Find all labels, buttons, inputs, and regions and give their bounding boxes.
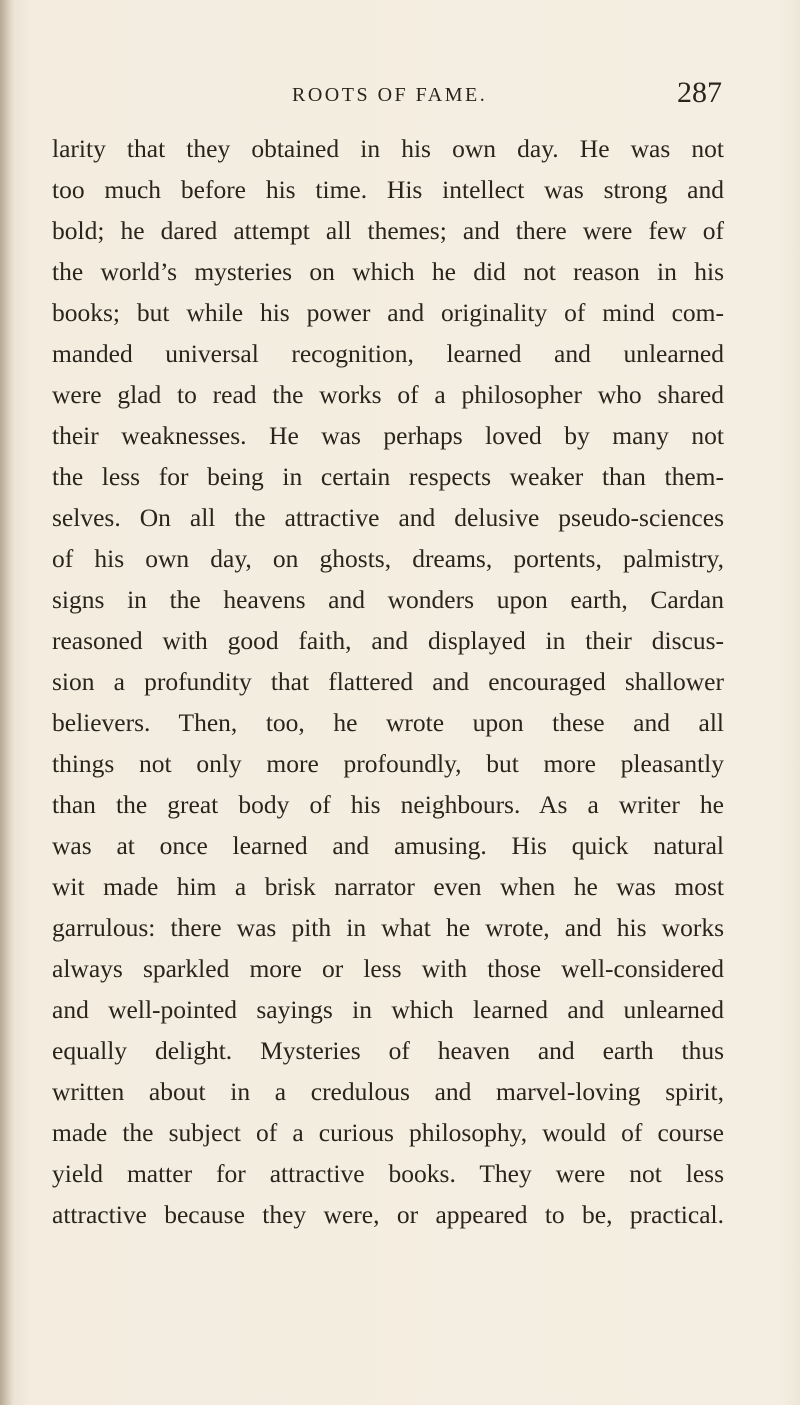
text-line: their weaknesses. He was perhaps loved by many not xyxy=(52,421,724,450)
text-line: garrulous: there was pith in what he wrote, and his works xyxy=(52,913,724,942)
text-line: attractive because they were, or appeared to be, practical. xyxy=(52,1200,724,1229)
text-line: the less for being in certain respects weaker than them- xyxy=(52,462,724,491)
text-line: made the subject of a curious philosophy, would of course xyxy=(52,1118,724,1147)
text-line: and well-pointed sayings in which learned and unlearned xyxy=(52,995,724,1024)
text-line: sion a profundity that flattered and encouraged shallower xyxy=(52,667,724,696)
running-head xyxy=(292,76,722,116)
text-line: the world’s mysteries on which he did not reason in his xyxy=(52,257,724,286)
page-number: 287 xyxy=(677,76,722,109)
text-line: was at once learned and amusing. His quick natural xyxy=(52,831,724,860)
text-line: equally delight. Mysteries of heaven and earth thus xyxy=(52,1036,724,1065)
text-line: larity that they obtained in his own day. He was not xyxy=(52,134,724,163)
text-line: too much before his time. His intellect was strong and xyxy=(52,175,724,204)
text-line: reasoned with good faith, and displayed in their discus- xyxy=(52,626,724,655)
body-text xyxy=(52,128,724,1235)
text-line: selves. On all the attractive and delusive pseudo-sciences xyxy=(52,503,724,532)
text-line: books; but while his power and originality of mind com- xyxy=(52,298,724,327)
text-line: yield matter for attractive books. They were not less xyxy=(52,1159,724,1188)
text-line: always sparkled more or less with those well-considered xyxy=(52,954,724,983)
gutter-shadow xyxy=(0,0,14,1405)
text-line: manded universal recognition, learned and unlearned xyxy=(52,339,724,368)
text-line: of his own day, on ghosts, dreams, portents, palmistry, xyxy=(52,544,724,573)
text-line: wit made him a brisk narrator even when he was most xyxy=(52,872,724,901)
text-line: believers. Then, too, he wrote upon these and all xyxy=(52,708,724,737)
text-line: signs in the heavens and wonders upon earth, Cardan xyxy=(52,585,724,614)
text-line: written about in a credulous and marvel-loving spirit, xyxy=(52,1077,724,1106)
text-line: bold; he dared attempt all themes; and there were few of xyxy=(52,216,724,245)
text-line: things not only more profoundly, but more pleasantly xyxy=(52,749,724,778)
running-title: ROOTS OF FAME. xyxy=(292,84,488,106)
text-line: than the great body of his neighbours. As a writer he xyxy=(52,790,724,819)
text-line: were glad to read the works of a philosopher who shared xyxy=(52,380,724,409)
